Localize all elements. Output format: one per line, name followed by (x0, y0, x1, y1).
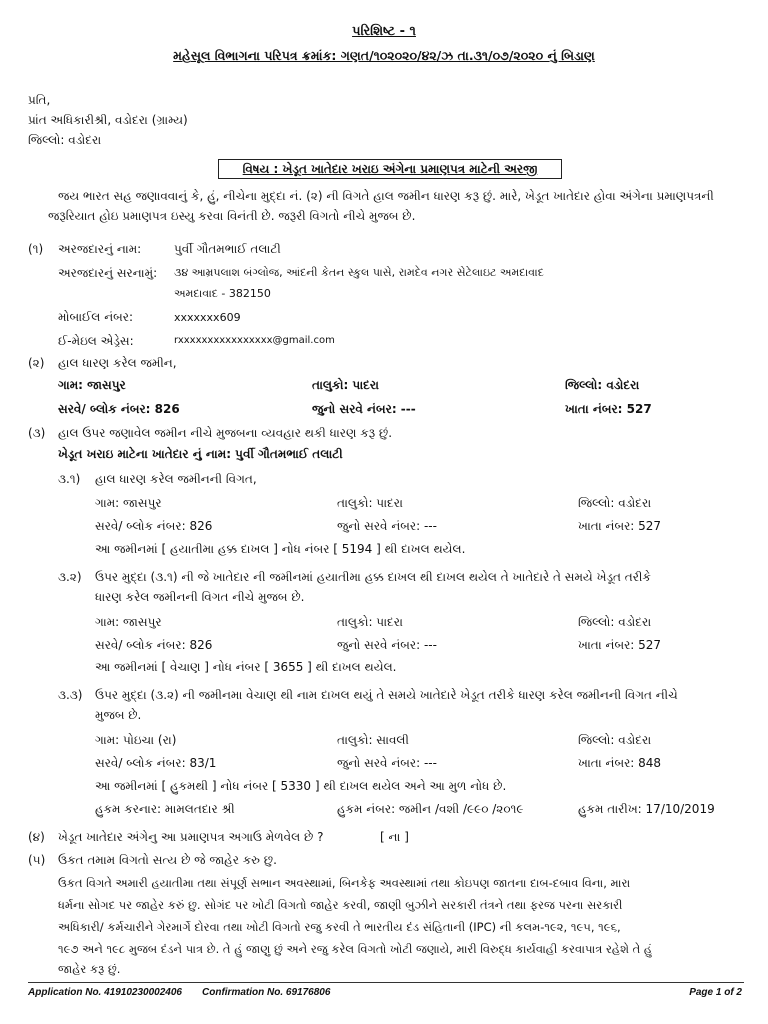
p31-taluka: તાલુકો: પાદરા (337, 496, 403, 510)
s2-survey: સરવે/ બ્લોક નંબર: 826 (58, 402, 180, 416)
p33-order-by: હુકમ કરનાર: મામલતદાર શ્રી (95, 802, 235, 816)
p33-taluka: તાલુકો: સાવલી (337, 733, 409, 747)
p32-old-survey: જુનો સરવે નંબર: --- (337, 638, 437, 652)
s2-village: ગામ: જાસપુર (58, 378, 126, 392)
p33-village: ગામ: પોઇચા (રા) (95, 733, 177, 747)
p33-note: આ જમીનમાં [ હુકમથી ] નોધ નંબર [ 5330 ] થી દાખલ થયેલ અને આ મુળ નોધ છે. (95, 779, 507, 793)
p31-khata: ખાતા નંબર: 527 (578, 519, 662, 533)
p31-number: ૩.૧) (58, 472, 81, 486)
p32-title-line2: ધારણ કરેલ જમીનની વિગત નીચે મુજબ છે. (95, 590, 305, 604)
p33-title-line1: ઉપર મુદ્દા (૩.૨) ની જમીનમા વેચાણ થી નામ દાખલ થયું તે સમયે ખાતેદારે ખેડૂત તરીકે ધારણ કરેલ જમીનની વિગત નીચે (95, 688, 678, 702)
s2-title: હાલ ધારણ કરેલ જમીન, (58, 356, 177, 370)
email-label: ઈ-મેઇલ એડ્રેસ: (58, 334, 134, 348)
s1-number: (૧) (28, 242, 44, 256)
s2-khata: ખાતા નંબર: 527 (565, 402, 652, 416)
page-number: Page 1 of 2 (689, 987, 742, 998)
applicant-address-label: અરજદારનું સરનામું: (58, 266, 158, 280)
applicant-address-line1: ૩૪ આમ્રપલાશ બંગ્લોજ, આંદની કેતન સ્કુલ પાસે, રામદેવ નગર સેટેલાઇટ અમદાવાદ (174, 266, 544, 279)
p31-survey: સરવે/ બ્લોક નંબર: 826 (95, 519, 213, 533)
s5-body-line2: ધર્મના સોગદ પર જાહેર કરું છુ. સોગંદ પર ખોટી વિગતો જાહેર કરવી, જાણી બુઝીને સરકારી તંત્રને તથા ફરજ પરના સરકારી (58, 898, 623, 912)
appendix-title: પરિશિષ્ટ - ૧ (352, 24, 416, 39)
applicant-address-line2: અમદાવાદ - 382150 (174, 287, 271, 300)
addressee-district: જિલ્લો: વડોદરા (28, 133, 102, 147)
p32-khata: ખાતા નંબર: 527 (578, 638, 662, 652)
application-number: Application No. 41910230002406 (28, 987, 182, 998)
s5-body-line4: ૧૯૭ અને ૧૯૮ મુજબ દંડને પાત્ર છે. તે હું જાણુ છું અને રજુ કરેલ વિગતો ખોટી જણાયે, મારી વિરુદ્ધ કાર્યવાહી કરવાપાત્ર રહેશે તે હું (58, 942, 653, 956)
confirmation-number: Confirmation No. 69176806 (202, 987, 331, 998)
p33-order-date: હુકમ તારીખ: 17/10/2019 (578, 802, 715, 816)
s4-number: (૪) (28, 830, 45, 844)
p32-taluka: તાલુકો: પાદરા (337, 615, 403, 629)
p31-title: હાલ ધારણ કરેલ જમીનની વિગત, (95, 472, 257, 486)
p33-khata: ખાતા નંબર: 848 (578, 756, 662, 770)
p31-note: આ જમીનમાં [ હયાતીમા હક્ક દાખલ ] નોધ નંબર [ 5194 ] થી દાખલ થયેલ. (95, 542, 466, 556)
addressee-officer: પ્રાંત અધિકારીશ્રી, વડોદરા (ગ્રામ્ય) (28, 113, 188, 127)
applicant-name-value: પુર્વી ગૌતમભાઈ તલાટી (174, 242, 281, 256)
mobile-value: xxxxxxx609 (174, 311, 241, 324)
s5-body-line5: જાહેર કરૂ છું. (58, 962, 121, 976)
p33-old-survey: જુનો સરવે નંબર: --- (337, 756, 437, 770)
s2-number: (૨) (28, 356, 45, 370)
p32-title-line1: ઉપર મુદ્દા (૩.૧) ની જે ખાતેદાર ની જમીનમાં હયાતીમા હક્ક દાખલ થી દાખલ થયેલ તે ખાતેદારે તે સમયે ખેડૂત તરીકે (95, 570, 651, 584)
s4-question: ખેડૂત ખાતેદાર અંગેનુ આ પ્રમાણપત્ર અગાઉ મેળવેલ છે ? (58, 830, 324, 844)
intro-paragraph: જય ભારત સહ જણાવવાનું કે, હું, નીચેના મુદ્દા નં. (૨) ની વિગતે હાલ જમીન ધારણ કરૂ છું. મારે, ખેડૂત ખાતેદાર હોવા અંગેના પ્રમાણપત્રની જરૂરિયાત હોઇ પ્રમાણપત્ર ઇસ્યુ કરવા વિનંતી છે. જરૂરી વિગતો નીચે મુજબ છે. (48, 189, 714, 223)
s2-taluka: તાલુકો: પાદરા (312, 378, 379, 392)
p32-survey: સરવે/ બ્લોક નંબર: 826 (95, 638, 213, 652)
s5-number: (૫) (28, 853, 46, 867)
p33-district: જિલ્લો: વડોદરા (578, 733, 652, 747)
applicant-name-label: અરજદારનું નામ: (58, 242, 142, 256)
s2-old-survey: જુનો સરવે નંબર: --- (312, 402, 416, 416)
prati-label: પ્રતિ, (28, 93, 51, 107)
s5-title: ઉકત તમામ વિગતો સત્ય છે જે જાહેર કરુ છુ. (58, 853, 277, 867)
p31-old-survey: જુનો સરવે નંબર: --- (337, 519, 437, 533)
s3-number: (૩) (28, 426, 46, 440)
p31-village: ગામ: જાસપુર (95, 496, 162, 510)
s2-district: જિલ્લો: વડોદરા (565, 378, 640, 392)
p33-title-line2: મુજબ છે. (95, 708, 142, 722)
mobile-label: મોબાઈલ નંબર: (58, 310, 134, 324)
footer-divider (28, 982, 744, 983)
p33-number: ૩.૩) (58, 688, 83, 702)
email-value: rxxxxxxxxxxxxxxxx@gmail.com (174, 335, 335, 346)
subject-box: વિષય : ખેડૂત ખાતેદાર ખરાઇ અંગેના પ્રમાણપત્ર માટેની અરજી (218, 159, 562, 179)
s3-holder-name: ખેડૂત ખરાઇ માટેના ખાતેદાર નું નામ: પુર્વી ગૌતમભાઈ તલાટી (58, 447, 343, 461)
p31-district: જિલ્લો: વડોદરા (578, 496, 652, 510)
s3-title: હાલ ઉપર જણાવેલ જમીન નીચે મુજબના વ્યવહાર થકી ધારણ કરૂ છું. (58, 426, 393, 440)
s5-body-line1: ઉકત વિગતે અમારી હયાતીમા તથા સંપૂર્ણ સભાન અવસ્થામાં, બિનકેફ અવસ્થામાં તથા કોઇપણ જાતના દાબ-દબાવ વિના, મારા (58, 876, 631, 890)
circular-title: મહેસૂલ વિભાગના પરિપત્ર ક્રમાંક: ગણત/૧૦૨૦૨૦/૪૨/ઝ તા.૩૧/૦૭/૨૦૨૦ નું બિડાણ (173, 48, 595, 63)
p33-order-number: હુકમ નંબર: જમીન /વશી /૯૯૦ /૨૦૧૯ (337, 802, 524, 816)
p32-district: જિલ્લો: વડોદરા (578, 615, 652, 629)
p32-village: ગામ: જાસપુર (95, 615, 162, 629)
p33-survey: સરવે/ બ્લોક નંબર: 83/1 (95, 756, 217, 770)
p32-number: ૩.૨) (58, 570, 82, 584)
s4-answer: [ ના ] (380, 830, 409, 844)
p32-note: આ જમીનમાં [ વેચાણ ] નોધ નંબર [ 3655 ] થી દાખલ થયેલ. (95, 660, 397, 674)
s5-body-line3: અધિકારી/ કર્મચારીને ગેરમાર્ગે દોરવા તથા ખોટી વિગતો રજુ કરવી તે ભારતીય દંડ સંહિતાની (IPC) ની કલમ-૧૯૨, ૧૯૫, ૧૯૬, (58, 920, 621, 934)
